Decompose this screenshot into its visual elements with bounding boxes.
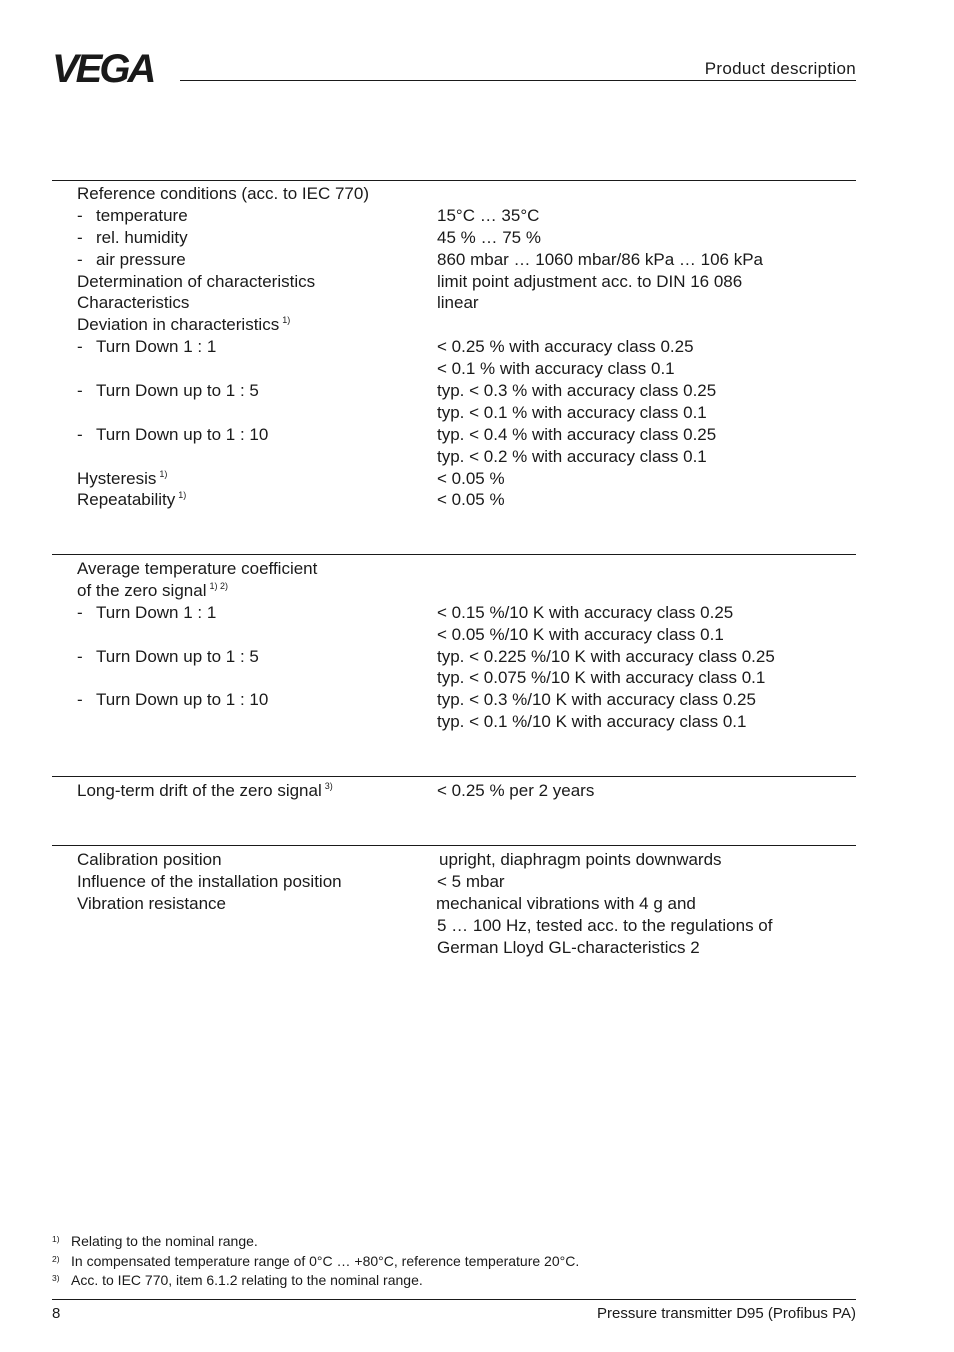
spec-row (0, 871, 954, 893)
spec-value: typ. < 0.3 % with accuracy class 0.25 (437, 381, 717, 401)
section-title: Product description (704, 59, 856, 78)
spec-value: 5 … 100 Hz, tested acc. to the regulations of (437, 915, 773, 935)
spec-label-text: Calibration position (77, 850, 222, 869)
spec-label (77, 336, 216, 358)
bullet-dash: - (77, 646, 83, 666)
spec-value: typ. < 0.3 %/10 K with accuracy class 0.25 (437, 690, 756, 710)
spec-label-text: Turn Down up to 1 : 5 (96, 646, 259, 666)
spec-label-text: rel. humidity (96, 227, 188, 247)
spec-label-text: of the zero signal (77, 580, 207, 600)
spec-value: 860 mbar … 1060 mbar/86 kPa … 106 kPa (437, 249, 764, 269)
spec-section-installation (0, 849, 954, 958)
bullet-dash: - (77, 381, 83, 401)
spec-row (0, 292, 954, 314)
spec-row (0, 624, 954, 646)
spec-value: typ. < 0.1 % with accuracy class 0.1 (437, 402, 707, 422)
spec-row (0, 646, 954, 668)
spec-label-text: Characteristics (77, 293, 190, 313)
spec-label (77, 780, 333, 802)
spec-label (77, 314, 290, 336)
spec-label-text: Turn Down up to 1 : 5 (96, 381, 259, 401)
spec-label (77, 580, 228, 602)
footnote-reference: 3) (324, 781, 333, 791)
spec-row (0, 205, 954, 227)
spec-label-text: Turn Down up to 1 : 10 (96, 424, 269, 444)
spec-label (77, 183, 369, 205)
section-rule (52, 180, 856, 181)
spec-row (0, 358, 954, 380)
spec-row (0, 402, 954, 424)
spec-label-text: Turn Down 1 : 1 (96, 602, 217, 622)
spec-row (0, 667, 954, 689)
footnote-mark: 1) (52, 1234, 60, 1244)
spec-label-text: Average temperature coefficient (77, 559, 318, 578)
footnote-text: Acc. to IEC 770, item 6.1.2 relating to the nominal range. (71, 1272, 423, 1288)
spec-section-long-term-drift (0, 780, 954, 802)
spec-value: typ. < 0.2 % with accuracy class 0.1 (437, 446, 707, 466)
spec-row (0, 689, 954, 711)
spec-row (0, 602, 954, 624)
section-rule (52, 554, 856, 555)
footnote (52, 1232, 579, 1252)
footnote-mark: 2) (52, 1253, 60, 1264)
spec-row (0, 937, 954, 959)
spec-label (77, 205, 188, 227)
spec-label (77, 468, 167, 490)
spec-value: 15°C … 35°C (437, 205, 540, 225)
spec-label (77, 646, 259, 668)
spec-label (77, 249, 186, 271)
bullet-dash: - (77, 602, 83, 622)
spec-value: limit point adjustment acc. to DIN 16 086 (437, 271, 743, 291)
spec-row (0, 336, 954, 358)
spec-row (0, 249, 954, 271)
spec-label (77, 893, 226, 915)
spec-value: linear (437, 293, 479, 313)
bullet-dash: - (77, 205, 83, 225)
header-rule (180, 80, 856, 81)
spec-label (77, 871, 342, 893)
spec-row (0, 915, 954, 937)
spec-value: < 5 mbar (437, 871, 505, 891)
spec-label-text: Hysteresis (77, 468, 157, 488)
document-title: Pressure transmitter D95 (Profibus PA) (597, 1305, 856, 1322)
footnote-reference: 1) (178, 490, 187, 501)
footnote-reference: 1) (159, 468, 168, 479)
spec-value: < 0.25 % with accuracy class 0.25 (437, 337, 694, 357)
spec-label-text: Influence of the installation position (77, 871, 342, 891)
bullet-dash: - (77, 249, 83, 269)
spec-label (77, 424, 268, 446)
section-rule (52, 845, 856, 846)
spec-row (0, 446, 954, 468)
spec-label-text: Turn Down up to 1 : 10 (96, 690, 269, 710)
spec-row (0, 380, 954, 402)
section-rule (52, 776, 856, 777)
spec-section-temperature-coefficient (0, 558, 954, 733)
spec-label (77, 849, 222, 871)
spec-label (77, 380, 259, 402)
spec-row (0, 780, 954, 802)
spec-value: < 0.05 % (437, 468, 505, 488)
bullet-dash: - (77, 690, 83, 710)
spec-value: < 0.1 % with accuracy class 0.1 (437, 359, 675, 379)
spec-label-text: Turn Down 1 : 1 (96, 337, 217, 357)
page-number: 8 (52, 1305, 61, 1322)
bullet-dash: - (77, 337, 83, 357)
spec-row (0, 558, 954, 580)
spec-row (0, 314, 954, 336)
footnotes (52, 1232, 579, 1291)
spec-label-text: Repeatability (77, 490, 176, 510)
spec-label (77, 227, 188, 249)
spec-row (0, 849, 954, 871)
spec-label-text: air pressure (96, 249, 186, 269)
footnote (52, 1271, 579, 1291)
spec-value: typ. < 0.4 % with accuracy class 0.25 (437, 424, 717, 444)
spec-value: typ. < 0.075 %/10 K with accuracy class 0.1 (437, 668, 766, 688)
spec-row (0, 271, 954, 293)
spec-label (77, 271, 315, 293)
spec-label-text: Vibration resistance (77, 893, 226, 913)
spec-row (0, 183, 954, 205)
spec-label-text: Determination of characteristics (77, 271, 316, 291)
spec-label-text: temperature (96, 205, 188, 225)
spec-value: < 0.25 % per 2 years (437, 781, 595, 800)
bullet-dash: - (77, 227, 83, 247)
spec-label (77, 689, 268, 711)
footnote-mark: 3) (52, 1273, 60, 1283)
spec-row (0, 468, 954, 490)
spec-label (77, 558, 317, 580)
footnote-text: In compensated temperature range of 0°C … +80°C, reference temperature 20°C. (71, 1252, 580, 1269)
spec-row (0, 227, 954, 249)
spec-value: < 0.15 %/10 K with accuracy class 0.25 (437, 602, 734, 622)
bullet-dash: - (77, 424, 83, 444)
spec-section-reference-conditions (0, 183, 954, 511)
spec-value: typ. < 0.225 %/10 K with accuracy class 0.25 (437, 646, 775, 666)
spec-label (77, 602, 216, 624)
spec-row (0, 711, 954, 733)
spec-label (77, 292, 189, 314)
spec-value: < 0.05 % (437, 490, 505, 510)
spec-value: German Lloyd GL-characteristics 2 (437, 937, 700, 957)
vega-logo-text: VEGA (52, 50, 154, 86)
spec-row (0, 893, 954, 915)
spec-value: upright, diaphragm points downwards (439, 850, 722, 869)
spec-label-text: Reference conditions (acc. to IEC 770) (77, 184, 369, 203)
spec-label-text: Long-term drift of the zero signal (77, 781, 322, 800)
spec-label-text: Deviation in characteristics (77, 315, 280, 335)
spec-value: 45 % … 75 % (437, 227, 541, 247)
footnote-reference: 1) 2) (209, 580, 228, 591)
footnote (52, 1252, 579, 1272)
spec-row (0, 424, 954, 446)
spec-value: < 0.05 %/10 K with accuracy class 0.1 (437, 624, 724, 644)
spec-value: mechanical vibrations with 4 g and (436, 893, 696, 913)
spec-label (77, 489, 186, 511)
spec-row (0, 580, 954, 602)
spec-value: typ. < 0.1 %/10 K with accuracy class 0.1 (437, 712, 747, 732)
vega-logo (52, 50, 172, 86)
footer-rule (52, 1299, 856, 1300)
spec-row (0, 489, 954, 511)
footnote-text: Relating to the nominal range. (71, 1233, 258, 1249)
footnote-reference: 1) (282, 315, 291, 326)
